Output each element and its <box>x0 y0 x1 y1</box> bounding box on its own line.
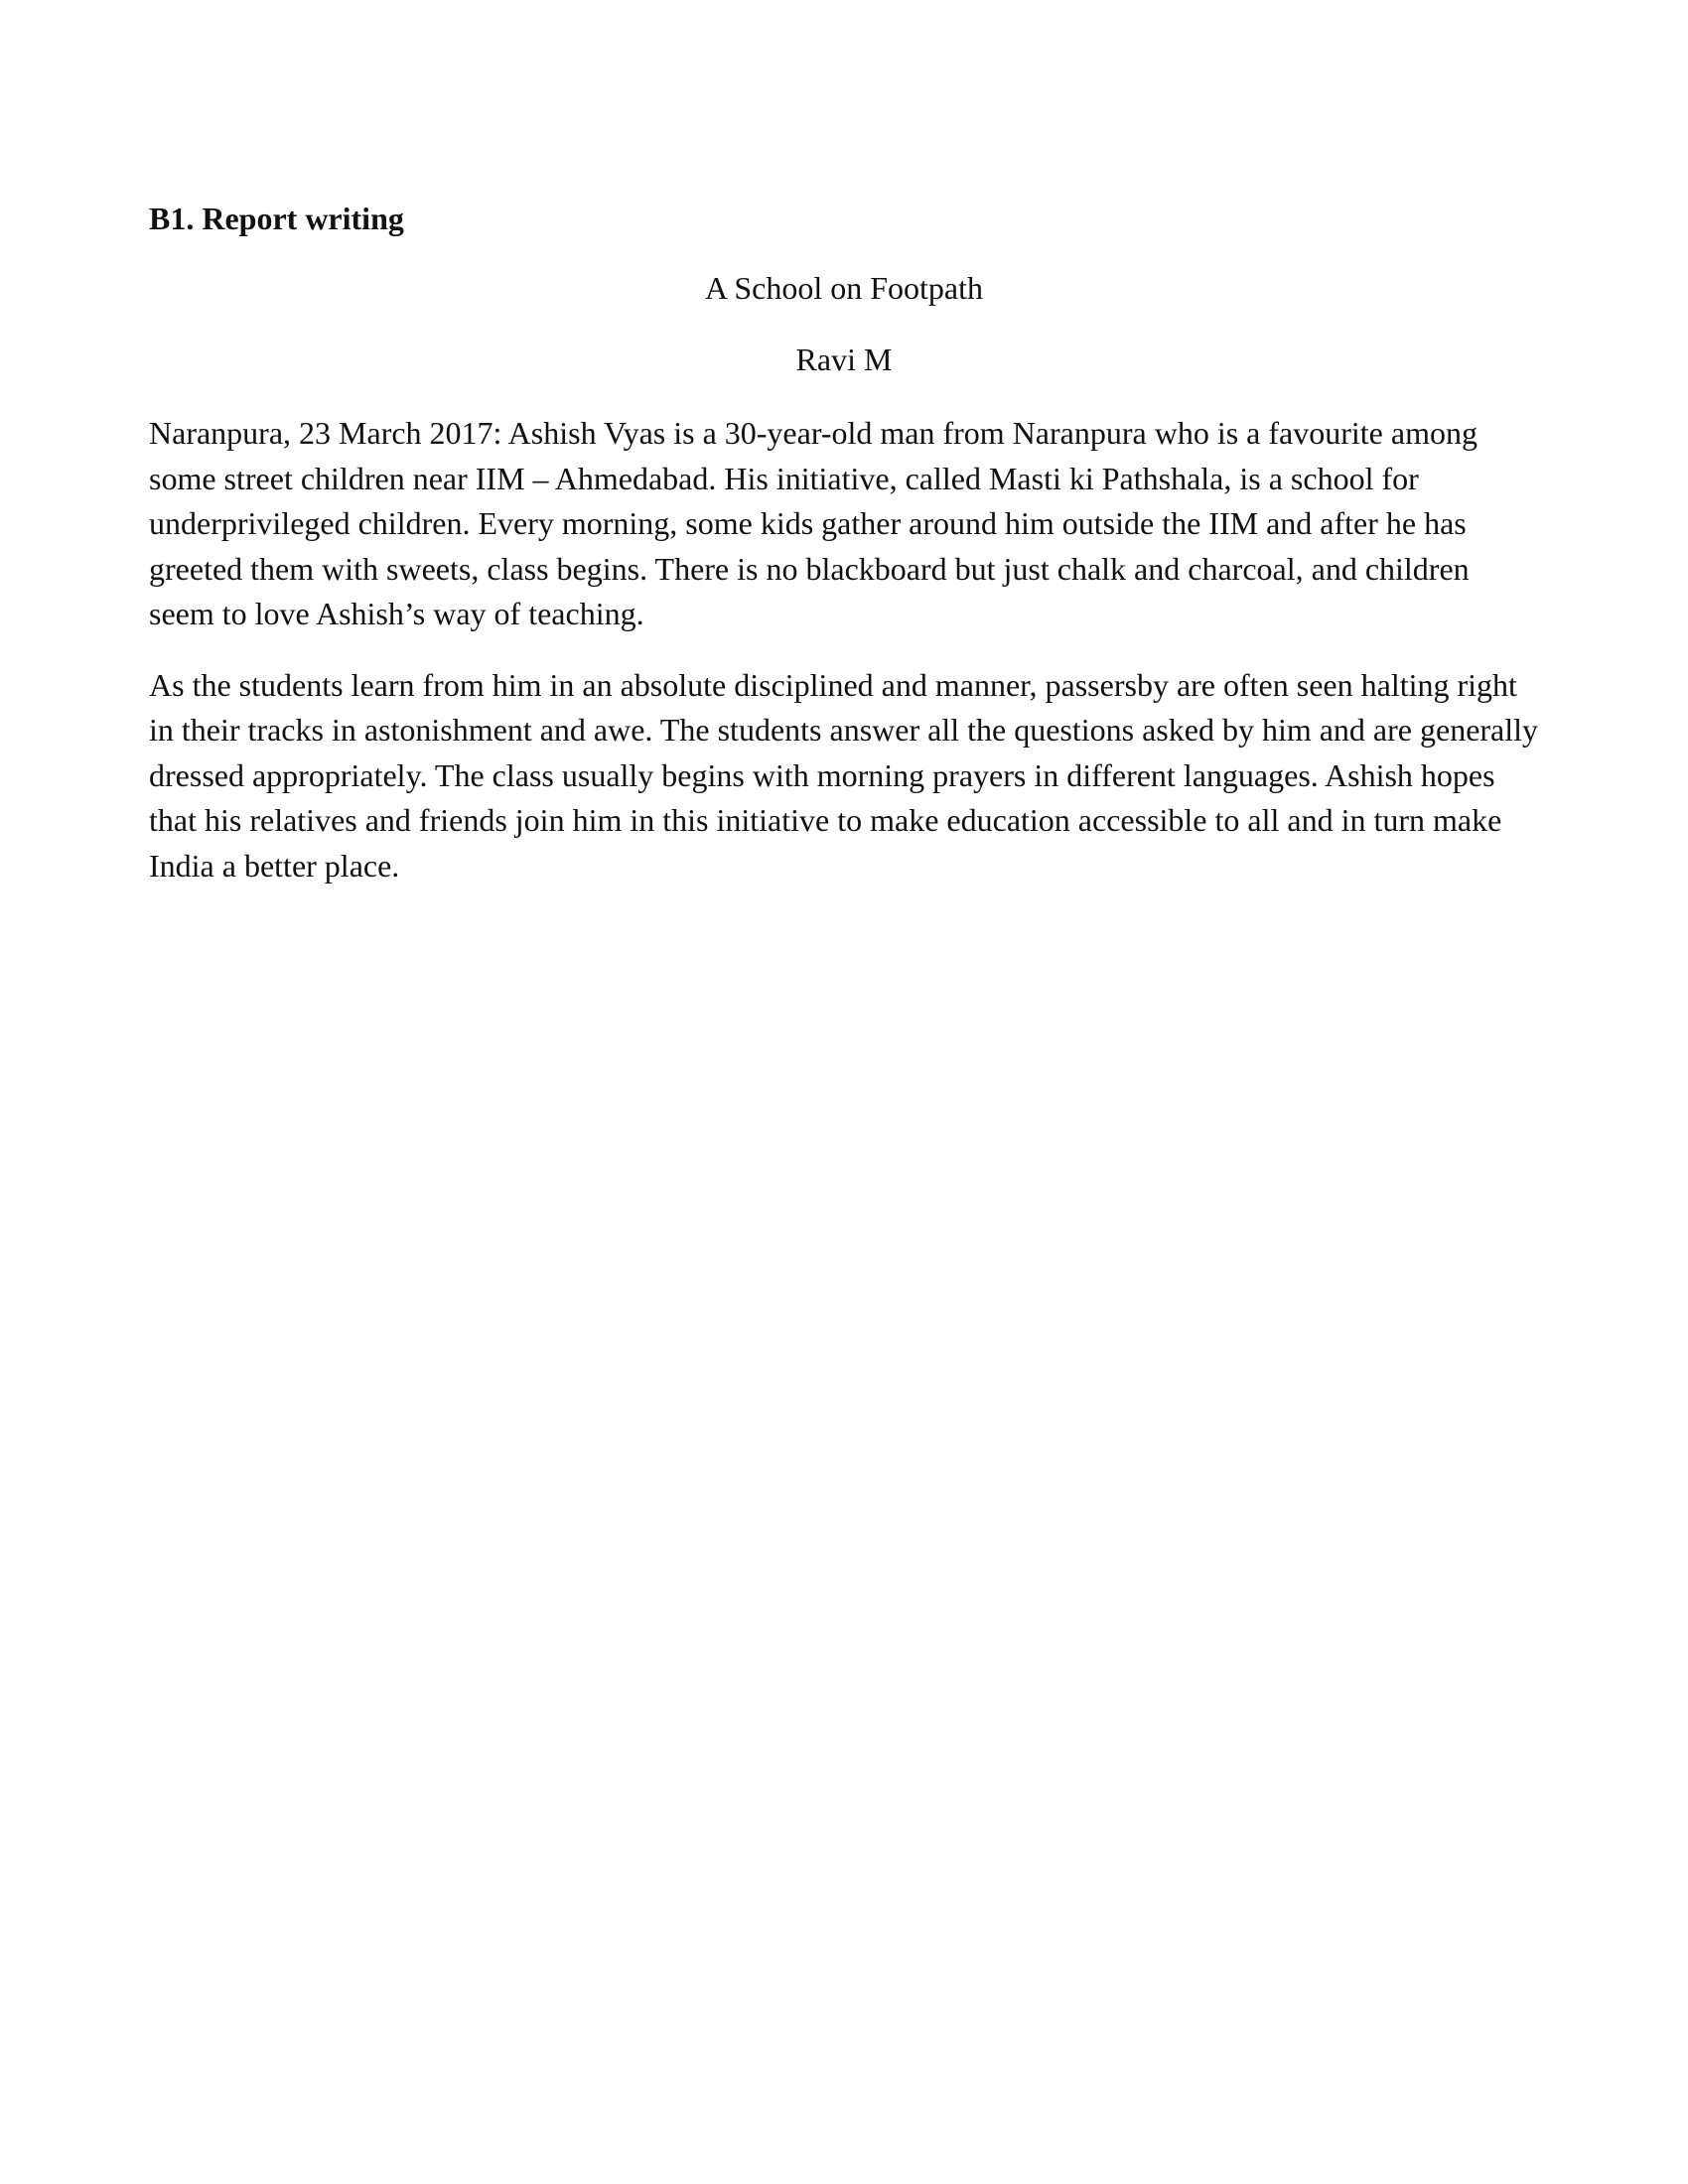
document-page <box>149 199 1539 914</box>
report-paragraph-2: As the students learn from him in an absolute disciplined and manner, passersby are often seen halting right in their tracks in astonishment and awe. The students answer all the questions asked by him and are generally dressed appropriately. The class usually begins with morning prayers in different languages. Ashish hopes that his relatives and friends join him in this initiative to make education accessible to all and in turn make India a better place. <box>149 666 1539 884</box>
report-byline: Ravi M <box>795 341 893 377</box>
section-heading: B1. Report writing <box>149 201 404 236</box>
report-title: A School on Footpath <box>704 270 983 306</box>
report-paragraph-1: Naranpura, 23 March 2017: Ashish Vyas is a 30-year-old man from Naranpura who is a favourite among some street children near IIM – Ahmedabad. His initiative, called Masti ki Pathshala, is a school for underprivileged children. Every morning, some kids gather around him outside the IIM and after he has greeted them with sweets, class begins. There is no blackboard but just chalk and charcoal, and children seem to love Ashish’s way of teaching. <box>149 415 1477 631</box>
